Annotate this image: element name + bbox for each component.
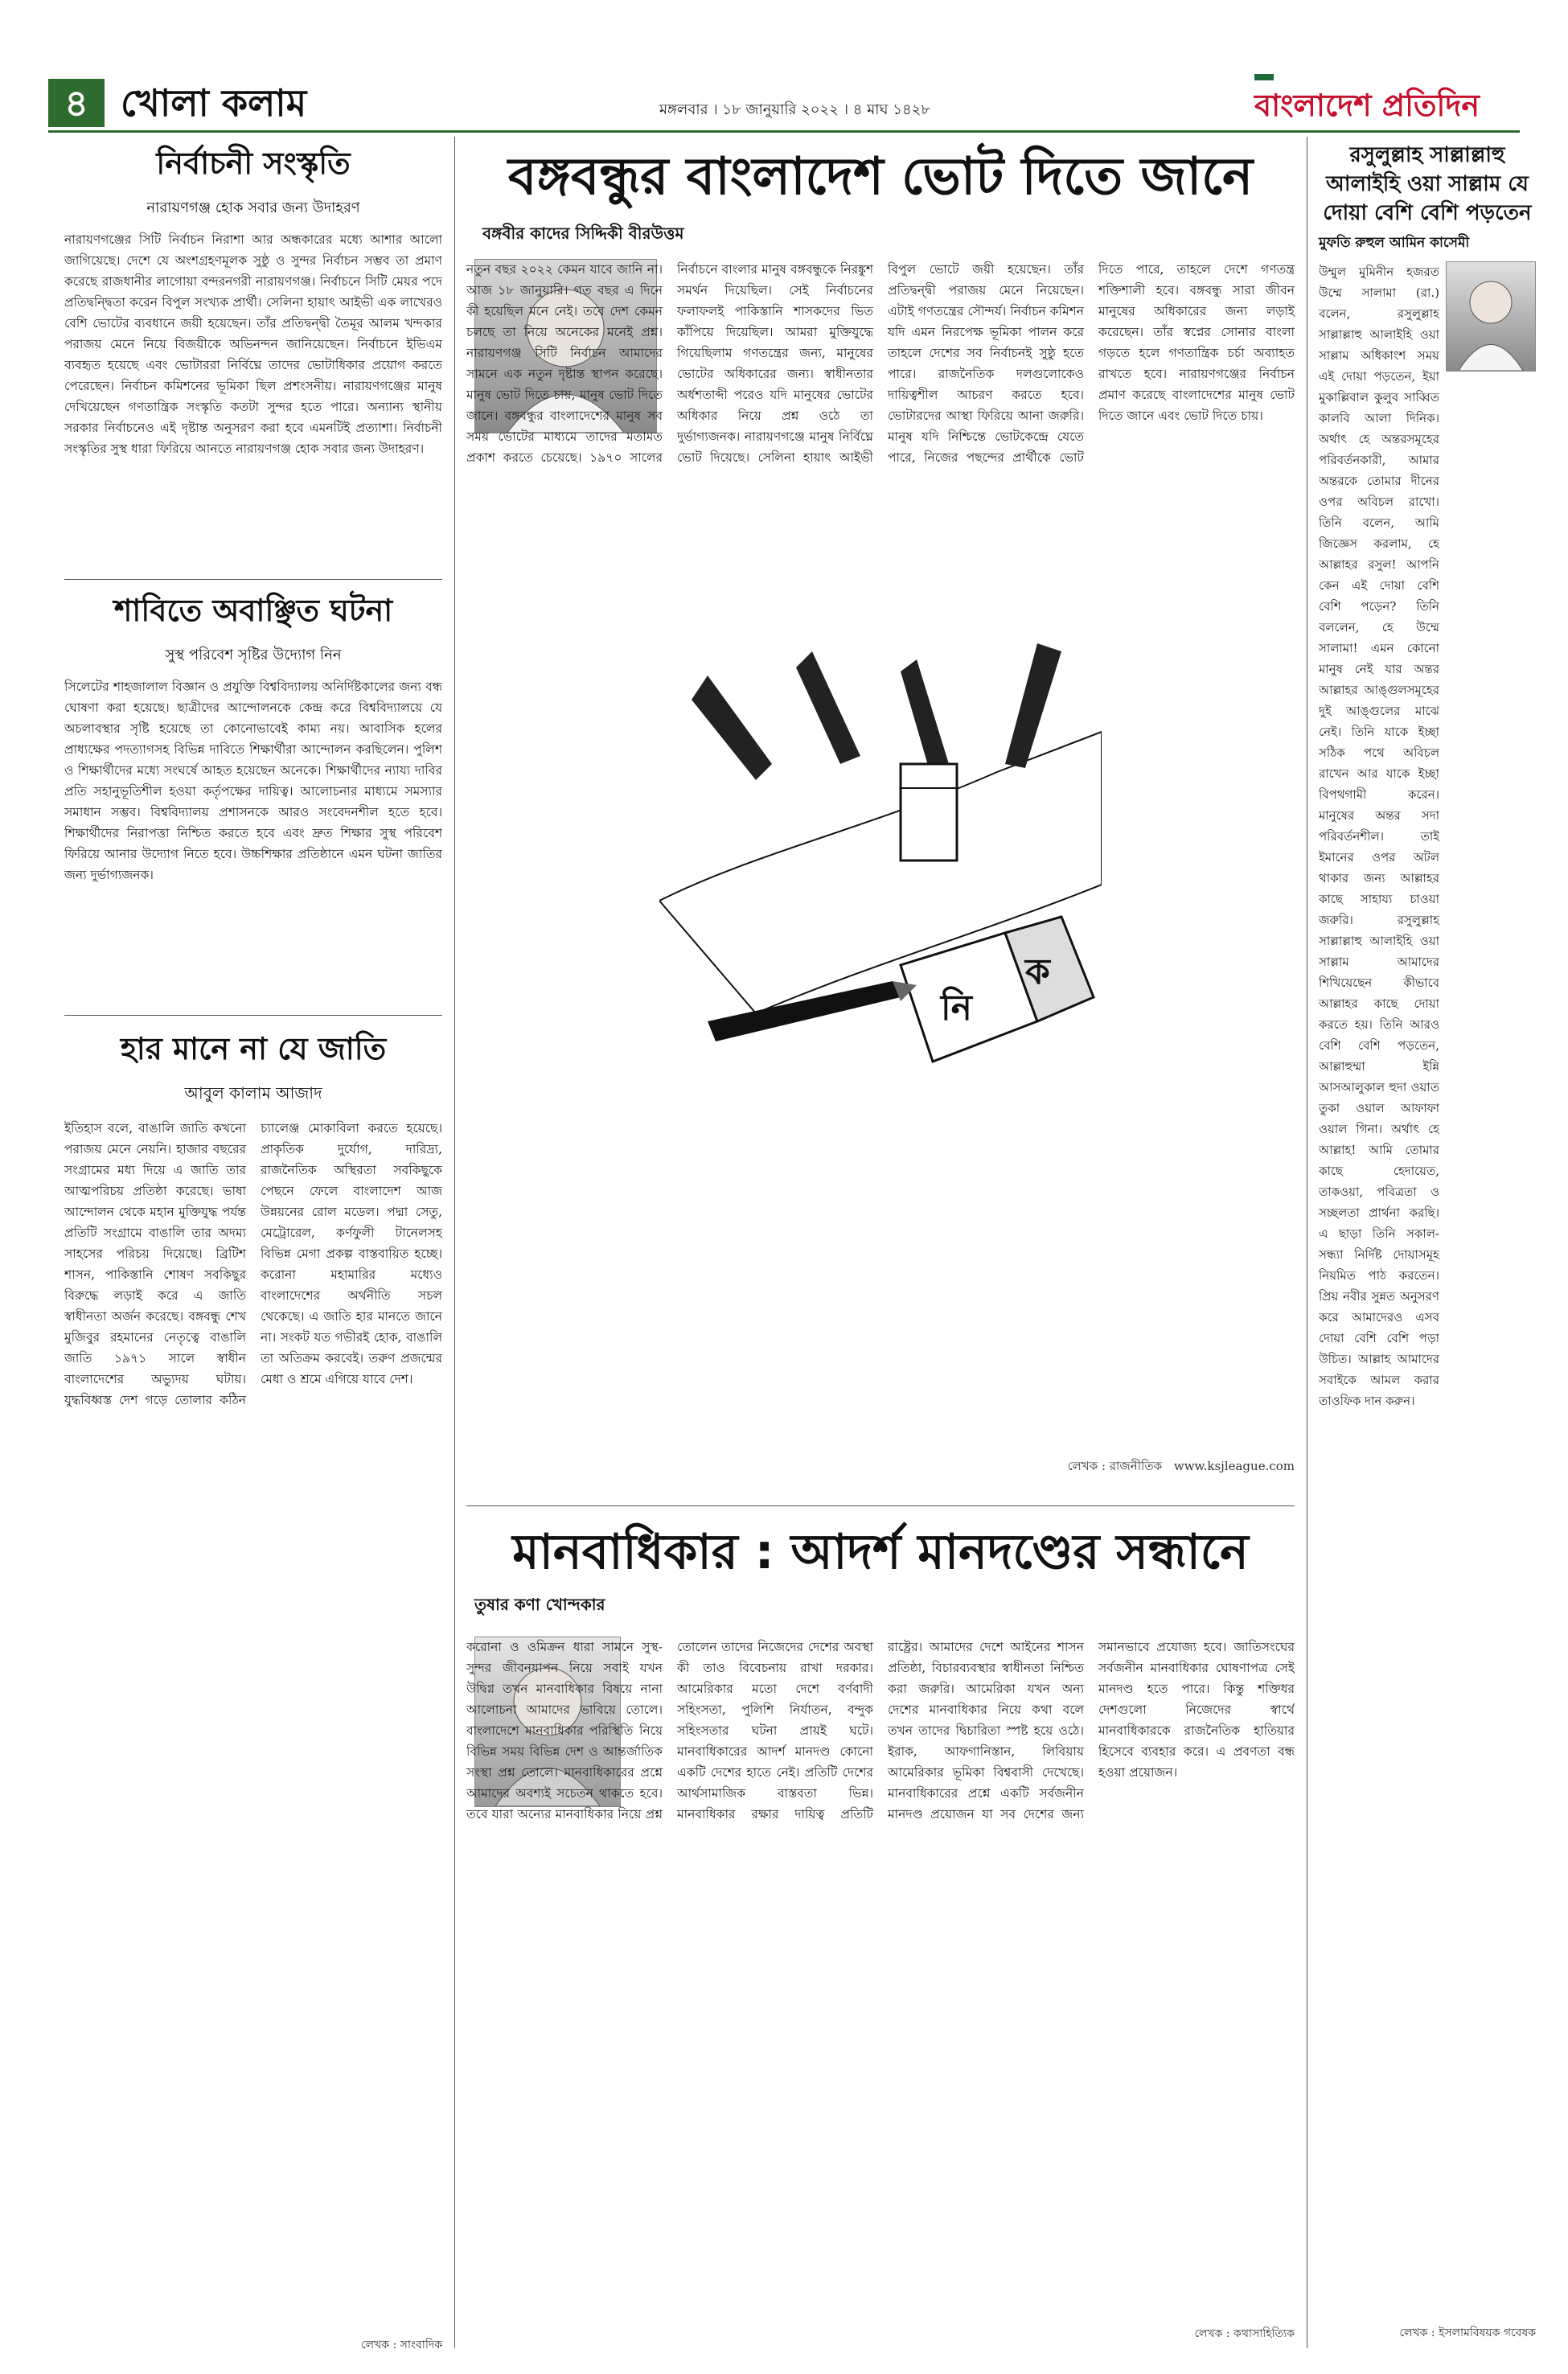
editorial-election [64,137,442,571]
divider [64,579,442,580]
article-footer: লেখক : ইসলামবিষয়ক গবেষক [1399,2327,1536,2339]
article-body: উম্মুল মুমিনীন হজরত উম্মে সালামা (রা.) বলেন, রসুলুল্লাহ সাল্লাল্লাহু আলাইহি ওয়া সাল্লাম অধিকাংশ সময় এই দোয়া পড়তেন, ইয়া মুকাল্লিবাল কুলুব সাব্বিত কালবি আলা দিনিক। অর্থাৎ হে অন্তরসমূহের পরিবর্তনকারী, আমার অন্তরকে তোমার দীনের ওপর অবিচল রাখো। তিনি বলেন, আমি জিজ্ঞেস করলাম, হে আল্লাহর রসুল! আপনি কেন এই দোয়া বেশি বেশি পড়েন? তিনি বললেন, হে উম্মে সালামা! এমন কোনো মানুষ নেই যার অন্তর আল্লাহর আঙ্গুলসমূহের দুই আঙ্গুলের মাঝে নেই। তিনি যাকে ইচ্ছা সঠিক পথে অবিচল রাখেন আর যাকে ইচ্ছা বিপথগামী করেন। মানুষের অন্তর সদা পরিবর্তনশীল। তাই ইমানের ওপর অটল থাকার জন্য আল্লাহর কাছে সাহায্য চাওয়া জরুরি। রসুলুল্লাহ সাল্লাল্লাহু আলাইহি ওয়া সাল্লাম আমাদের শিখিয়েছেন কীভাবে আল্লাহর কাছে দোয়া করতে হয়। তিনি আরও বেশি বেশি পড়তেন, আল্লাহুম্মা ইন্নি আসআলুকাল হুদা ওয়াত তুকা ওয়াল আফাফা ওয়াল গিনা। অর্থাৎ হে আল্লাহ! আমি তোমার কাছে হেদায়েত, তাকওয়া, পবিত্রতা ও সচ্ছলতা প্রার্থনা করছি। এ ছাড়া তিনি সকাল-সন্ধ্যা নির্দিষ্ট দোয়াসমূহ নিয়মিত পাঠ করতেন। প্রিয় নবীর সুন্নত অনুসরণ করে আমাদেরও এসব দোয়া বেশি বেশি পড়া উচিত। আল্লাহ আমাদের সবাইকে আমল করার তাওফিক দান করুন। [1319,265,1439,1408]
article-human-rights [466,1516,1295,2344]
article-author: বঙ্গবীর কাদের সিদ্দিকী বীরউত্তম [482,224,684,243]
article-body: নতুন বছর ২০২২ কেমন যাবে জানি না। আজ ১৮ জানুয়ারি। গত বছর এ দিনে কী হয়েছিল মনে নেই। তবে দেশ কেমন চলছে তা নিয়ে অনেকের মনেই প্রশ্ন। নারায়ণগঞ্জ সিটি নির্বাচন আমাদের সামনে এক নতুন দৃষ্টান্ত স্থাপন করেছে। মানুষ ভোট দিতে চায়, মানুষ ভোট দিতে জানে। বঙ্গবন্ধুর বাংলাদেশের মানুষ সব সময় ভোটের মাধ্যমে তাদের মতামত প্রকাশ করতে চেয়েছে। ১৯৭০ সালের নির্বাচনে বাংলার মানুষ বঙ্গবন্ধুকে নিরঙ্কুশ সমর্থন দিয়েছিল। সেই নির্বাচনের ফলাফলই পাকিস্তানি শাসকদের ভিত কাঁপিয়ে দিয়েছিল। আমরা মুক্তিযুদ্ধে গিয়েছিলাম গণতন্ত্রের জন্য, মানুষের ভোটের অধিকারের জন্য। স্বাধীনতার অর্ধশতাব্দী পরেও যদি মানুষের ভোটের অধিকার নিয়ে প্রশ্ন ওঠে তা দুর্ভাগ্যজনক। নারায়ণগঞ্জে মানুষ নির্বিঘ্নে ভোট দিয়েছে। সেলিনা হায়াৎ আইভী বিপুল ভোটে জয়ী হয়েছেন। তাঁর প্রতিদ্বন্দ্বী পরাজয় মেনে নিয়েছেন। এটাই গণতন্ত্রের সৌন্দর্য। নির্বাচন কমিশন যদি এমন নিরপেক্ষ ভূমিকা পালন করে তাহলে দেশের সব নির্বাচনই সুষ্ঠু হতে পারে। রাজনৈতিক দলগুলোকেও দায়িত্বশীল আচরণ করতে হবে। ভোটারদের আস্থা ফিরিয়ে আনা জরুরি। মানুষ যদি নিশ্চিন্তে ভোটকেন্দ্রে যেতে পারে, নিজের পছন্দের প্রার্থীকে ভোট দিতে পারে, তাহলে দেশে গণতন্ত্র শক্তিশালী হবে। বঙ্গবন্ধু সারা জীবন মানুষের অধিকারের জন্য লড়াই করেছেন। তাঁর স্বপ্নের সোনার বাংলা গড়তে হলে গণতান্ত্রিক চর্চা অব্যাহত রাখতে হবে। নারায়ণগঞ্জের নির্বাচন প্রমাণ করেছে বাংলাদেশের মানুষ ভোট দিতে জানে এবং ভোট দিতে চায়। [466,262,1295,465]
portrait-icon [1447,262,1535,371]
divider [466,1505,1295,1506]
author-photo [1446,261,1536,372]
article-title: হার মানে না যে জাতি [120,1031,387,1066]
ballot-letter-1: নি [941,988,972,1029]
brand-name: বাংলাদেশ প্রতিদিন [1254,88,1480,123]
editorial-title: শাবিতে অবাঞ্ছিত ঘটনা [113,593,393,628]
ballot-illustration [659,643,1102,1094]
article-religion [1319,141,1536,2344]
editorial-body: সিলেটের শাহজালাল বিজ্ঞান ও প্রযুক্তি বিশ্ববিদ্যালয় অনির্দিষ্টকালের জন্য বন্ধ ঘোষণা করা হয়েছে। ছাত্রীদের আন্দোলনকে কেন্দ্র করে বিশ্ববিদ্যালয়ে যে অচলাবস্থার সৃষ্টি হয়েছে তা কোনোভাবেই কাম্য নয়। আবাসিক হলের প্রাধ্যক্ষের পদত্যাগসহ বিভিন্ন দাবিতে শিক্ষার্থীরা আন্দোলন করছিলেন। পুলিশ ও শিক্ষার্থীদের মধ্যে সংঘর্ষে আহত হয়েছেন অনেকে। শিক্ষার্থীদের ন্যায্য দাবির প্রতি সহানুভূতিশীল হওয়া কর্তৃপক্ষের দায়িত্ব। আলোচনার মাধ্যমে সমস্যার সমাধান সম্ভব। বিশ্ববিদ্যালয় প্রশাসনকে আরও সংবেদনশীল হতে হবে। শিক্ষার্থীদের নিরাপত্তা নিশ্চিত করতে হবে এবং দ্রুত শিক্ষার সুস্থ পরিবেশ ফিরিয়ে আনার উদ্যোগ নিতে হবে। উচ্চশিক্ষার প্রতিষ্ঠানে এমন ঘটনা জাতির জন্য দুর্ভাগ্যজনক। [64,680,442,882]
article-body: করোনা ও ওমিক্রন ধারা সামনে সুস্থ-সুন্দর জীবনযাপন নিয়ে সবাই যখন উদ্বিগ্ন তখন মানবাধিকার বিষয়ে নানা আলোচনা আমাদের ভাবিয়ে তোলে। বাংলাদেশে মানবাধিকার পরিস্থিতি নিয়ে বিভিন্ন সময় বিভিন্ন দেশ ও আন্তর্জাতিক সংস্থা প্রশ্ন তোলে। মানবাধিকারের প্রশ্নে আমাদের অবশ্যই সচেতন থাকতে হবে। তবে যারা অন্যের মানবাধিকার নিয়ে প্রশ্ন তোলেন তাদের নিজেদের দেশের অবস্থা কী তাও বিবেচনায় রাখা দরকার। আমেরিকার মতো দেশে বর্ণবাদী সহিংসতা, পুলিশি নির্যাতন, বন্দুক সহিংসতার ঘটনা প্রায়ই ঘটে। মানবাধিকারের আদর্শ মানদণ্ড কোনো একটি দেশের হাতে নেই। প্রতিটি দেশের আর্থসামাজিক বাস্তবতা ভিন্ন। মানবাধিকার রক্ষার দায়িত্ব প্রতিটি রাষ্ট্রের। আমাদের দেশে আইনের শাসন প্রতিষ্ঠা, বিচারব্যবস্থার স্বাধীনতা নিশ্চিত করা জরুরি। আমেরিকা যখন অন্য দেশের মানবাধিকার নিয়ে কথা বলে তখন তাদের দ্বিচারিতা স্পষ্ট হয়ে ওঠে। ইরাক, আফগানিস্তান, লিবিয়ায় আমেরিকার ভূমিকা বিশ্ববাসী দেখেছে। মানবাধিকারের প্রশ্নে একটি সর্বজনীন মানদণ্ড প্রয়োজন যা সব দেশের জন্য সমানভাবে প্রযোজ্য হবে। জাতিসংঘের সর্বজনীন মানবাধিকার ঘোষণাপত্র সেই মানদণ্ড হতে পারে। কিন্তু শক্তিধর দেশগুলো নিজেদের স্বার্থে মানবাধিকারকে রাজনৈতিক হাতিয়ার হিসেবে ব্যবহার করে। এ প্রবণতা বন্ধ হওয়া প্রয়োজন। [466,1640,1295,1822]
article-nation [64,1025,442,2351]
page-number: ৪ [64,81,88,125]
ballot-letter-2: ক [1025,951,1050,992]
article-footer: লেখক : কথাসাহিত্যিক [1194,2327,1295,2340]
ballot-box-icon [659,643,1102,1094]
article-title: রসুলুল্লাহ সাল্লাল্লাহু আলাইহি ওয়া সাল্লাম যে দোয়া বেশি বেশি পড়তেন [1323,143,1532,225]
article-footer: লেখক : সাংবাদিক [360,2339,442,2351]
author-website: www.ksjleague.com [1173,1459,1295,1473]
article-title: মানবাধিকার : আদর্শ মানদণ্ডের সন্ধানে [512,1524,1249,1580]
section-title: খোলা কলাম [121,81,307,125]
article-title: বঙ্গবন্ধুর বাংলাদেশ ভোট দিতে জানে [507,147,1254,207]
issue-date: মঙ্গলবার । ১৮ জানুয়ারি ২০২২ । ৪ মাঘ ১৪২৮ [659,101,931,118]
brand-logo [1254,74,1520,125]
editorial-protest [64,587,442,1005]
editorial-subtitle: নারায়ণগঞ্জ হোক সবার জন্য উদাহরণ [146,199,360,216]
masthead [48,56,1520,129]
page-number-badge [48,79,105,127]
editorial-title: নির্বাচনী সংস্কৃতি [156,146,351,181]
article-author: তুষার কণা খোন্দকার [474,1595,605,1614]
brand-mark [1254,74,1274,80]
article-body: ইতিহাস বলে, বাঙালি জাতি কখনো পরাজয় মেনে নেয়নি। হাজার বছরের সংগ্রামের মধ্য দিয়ে এ জাতি তার আত্মপরিচয় প্রতিষ্ঠা করেছে। ভাষা আন্দোলন থেকে মহান মুক্তিযুদ্ধ পর্যন্ত প্রতিটি সংগ্রামে বাঙালি তার অদম্য সাহসের পরিচয় দিয়েছে। ব্রিটিশ শাসন, পাকিস্তানি শোষণ সবকিছুর বিরুদ্ধে লড়াই করে এ জাতি স্বাধীনতা অর্জন করেছে। বঙ্গবন্ধু শেখ মুজিবুর রহমানের নেতৃত্বে বাঙালি জাতি ১৯৭১ সালে স্বাধীন বাংলাদেশের অভ্যুদয় ঘটায়। যুদ্ধবিধ্বস্ত দেশ গড়ে তোলার কঠিন চ্যালেঞ্জ মোকাবিলা করতে হয়েছে। প্রাকৃতিক দুর্যোগ, দারিদ্র্য, রাজনৈতিক অস্থিরতা সবকিছুকে পেছনে ফেলে বাংলাদেশ আজ উন্নয়নের রোল মডেল। পদ্মা সেতু, মেট্রোরেল, কর্ণফুলী টানেলসহ বিভিন্ন মেগা প্রকল্প বাস্তবায়িত হচ্ছে। করোনা মহামারির মধ্যেও বাংলাদেশের অর্থনীতি সচল থেকেছে। এ জাতি হার মানতে জানে না। সংকট যত গভীরই হোক, বাঙালি তা অতিক্রম করবেই। তরুণ প্রজন্মের মেধা ও শ্রমে এগিয়ে যাবে দেশ। [64,1121,442,1407]
editorial-body: নারায়ণগঞ্জের সিটি নির্বাচন নিরাশা আর অন্ধকারের মধ্যে আশার আলো জাগিয়েছে। দেশে যে অংশগ্রহণমূলক সুষ্ঠু ও সুন্দর নির্বাচন সম্ভব তা প্রমাণ করেছে রাজধানীর লাগোয়া বন্দরনগরী নারায়ণগঞ্জ। নির্বাচনে সিটি মেয়র পদে প্রতিদ্বন্দ্বিতা করেন বিপুল সংখ্যক প্রার্থী। সেলিনা হায়াৎ আইভী এক লাখেরও বেশি ভোটের ব্যবধানে জয়ী হয়েছেন। তাঁর প্রতিদ্বন্দ্বী তৈমূর আলম খন্দকার পরাজয় মেনে নিয়ে বিজয়ীকে অভিনন্দন জানিয়েছেন। নির্বাচনে ইভিএম ব্যবহৃত হয়েছে এবং ভোটাররা নির্বিঘ্নে তাদের ভোটাধিকার প্রয়োগ করতে পেরেছেন। নির্বাচন কমিশনের ভূমিকা ছিল প্রশংসনীয়। নারায়ণগঞ্জের মানুষ দেখিয়েছেন গণতান্ত্রিক সংস্কৃতি কতটা সুন্দর হতে পারে। অন্যান্য স্থানীয় সরকার নির্বাচনেও এই দৃষ্টান্ত অনুসরণ করা হবে এমনটিই প্রত্যাশা। নির্বাচনী সংস্কৃতির সুস্থ ধারা ফিরিয়ে আনতে নারায়ণগঞ্জ হোক সবার জন্য উদাহরণ। [64,232,442,456]
column-divider [454,137,455,2348]
editorial-subtitle: সুস্থ পরিবেশ সৃষ্টির উদ্যোগ নিন [165,647,342,663]
author-role: লেখক : রাজনীতিক [1067,1459,1163,1473]
article-footer [1068,1457,1295,1477]
article-author: মুফতি রুহুল আমিন কাসেমী [1319,235,1470,251]
article-author: আবুল কালাম আজাদ [184,1083,322,1103]
divider [64,1015,442,1016]
